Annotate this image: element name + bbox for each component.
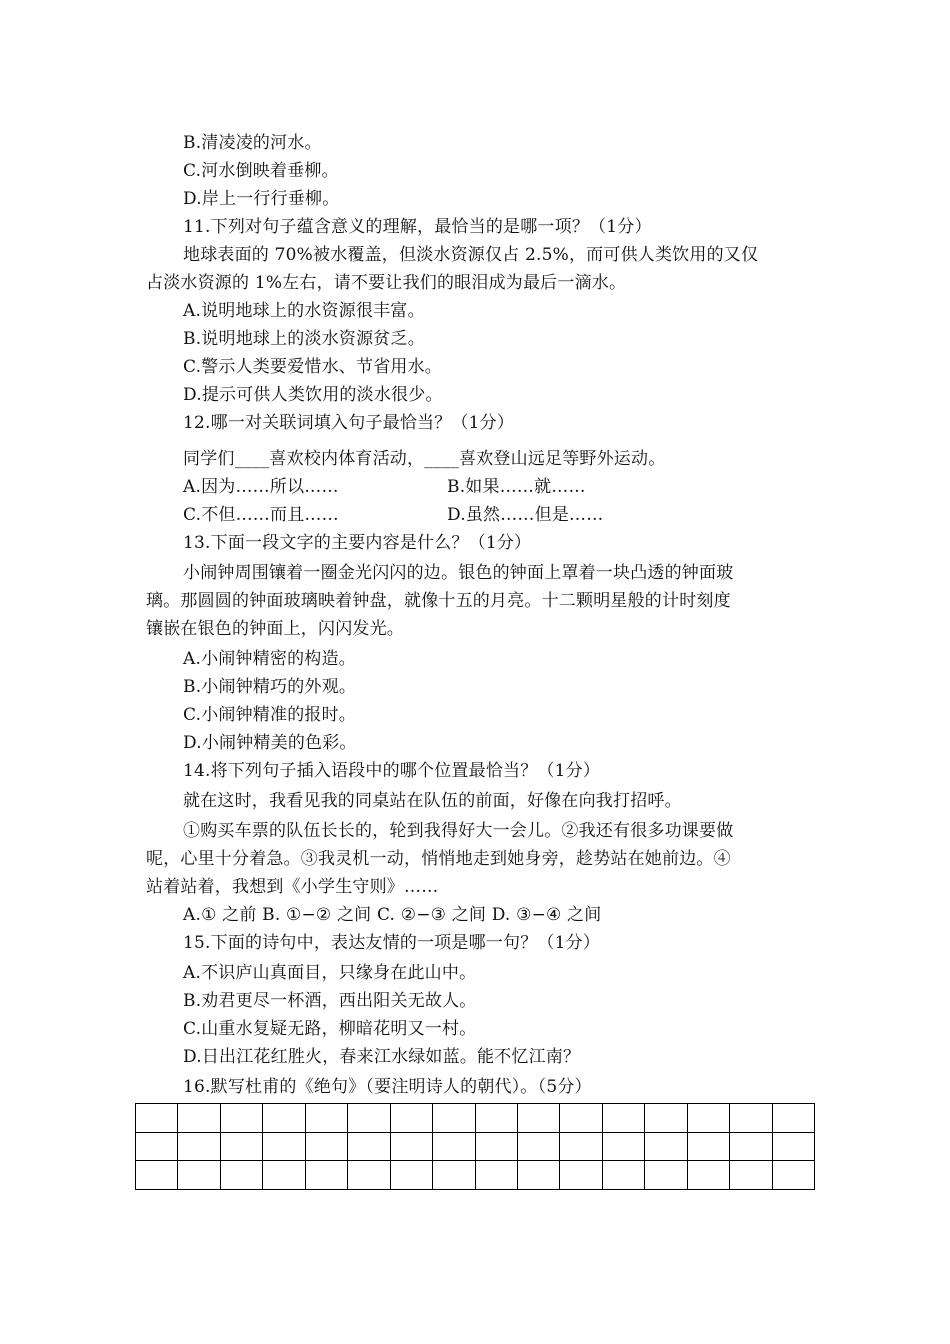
grid-cell[interactable] xyxy=(305,1132,347,1161)
text-line: 15.下面的诗句中，表达友情的一项是哪一句？（1分） xyxy=(183,933,601,953)
grid-cell[interactable] xyxy=(390,1132,432,1161)
text-line: ①购买车票的队伍长长的，轮到我得好大一会儿。②我还有很多功课要做 xyxy=(183,821,734,841)
text-line: C.小闹钟精准的报时。 xyxy=(183,705,357,725)
grid-cell[interactable] xyxy=(772,1161,814,1190)
grid-cell[interactable] xyxy=(687,1161,729,1190)
grid-cell[interactable] xyxy=(645,1132,687,1161)
text-line: D.提示可供人类饮用的淡水很少。 xyxy=(183,385,443,405)
grid-cell[interactable] xyxy=(645,1104,687,1133)
text-line: D.小闹钟精美的色彩。 xyxy=(183,733,357,753)
text-line: 14.将下列句子插入语段中的哪个位置最恰当？（1分） xyxy=(183,761,601,781)
grid-cell[interactable] xyxy=(433,1132,475,1161)
text-line: B.劝君更尽一杯酒，西出阳关无故人。 xyxy=(183,991,477,1011)
text-line: 就在这时，我看见我的同桌站在队伍的前面，好像在向我打招呼。 xyxy=(183,791,682,811)
grid-cell[interactable] xyxy=(136,1104,178,1133)
grid-cell[interactable] xyxy=(602,1104,644,1133)
text-line: 璃。那圆圆的钟面玻璃映着钟盘，就像十五的月亮。十二颗明星般的计时刻度 xyxy=(146,591,731,611)
text-line: 同学们____喜欢校内体育活动，____喜欢登山远足等野外运动。 xyxy=(183,449,666,469)
grid-cell[interactable] xyxy=(348,1104,390,1133)
grid-cell[interactable] xyxy=(645,1161,687,1190)
grid-row xyxy=(136,1132,815,1161)
text-line: 小闹钟周围镶着一圈金光闪闪的边。银色的钟面上罩着一块凸透的钟面玻 xyxy=(183,563,734,583)
text-line: 11.下列对句子蕴含意义的理解，最恰当的是哪一项？（1分） xyxy=(183,217,652,237)
text-line: B.小闹钟精巧的外观。 xyxy=(183,677,357,697)
text-line: A.① 之前 B. ①−② 之间 C. ②−③ 之间 D. ③−④ 之间 xyxy=(183,905,602,925)
text-line: A.说明地球上的水资源很丰富。 xyxy=(183,301,425,321)
grid-cell[interactable] xyxy=(136,1161,178,1190)
text-line: C.河水倒映着垂柳。 xyxy=(183,161,339,181)
grid-cell[interactable] xyxy=(730,1132,772,1161)
grid-cell[interactable] xyxy=(178,1161,220,1190)
grid-cell[interactable] xyxy=(348,1132,390,1161)
grid-cell[interactable] xyxy=(687,1104,729,1133)
grid-cell[interactable] xyxy=(263,1104,305,1133)
grid-cell[interactable] xyxy=(305,1104,347,1133)
text-line: B.清凌凌的河水。 xyxy=(183,133,322,153)
grid-cell[interactable] xyxy=(475,1104,517,1133)
grid-cell[interactable] xyxy=(517,1104,559,1133)
grid-cell[interactable] xyxy=(305,1161,347,1190)
grid-cell[interactable] xyxy=(433,1161,475,1190)
grid-cell[interactable] xyxy=(220,1132,262,1161)
grid-cell[interactable] xyxy=(730,1161,772,1190)
text-line: 地球表面的 70%被水覆盖，但淡水资源仅占 2.5%，而可供人类饮用的又仅 xyxy=(183,245,759,265)
grid-cell[interactable] xyxy=(560,1104,602,1133)
grid-cell[interactable] xyxy=(475,1161,517,1190)
grid-cell[interactable] xyxy=(390,1104,432,1133)
text-line: A.因为……所以…… xyxy=(183,477,339,497)
text-line: B.说明地球上的淡水资源贫乏。 xyxy=(183,329,425,349)
grid-cell[interactable] xyxy=(348,1161,390,1190)
grid-cell[interactable] xyxy=(263,1132,305,1161)
text-line: 12.哪一对关联词填入句子最恰当？（1分） xyxy=(183,413,515,433)
grid-cell[interactable] xyxy=(602,1161,644,1190)
grid-cell[interactable] xyxy=(220,1161,262,1190)
text-line: C.山重水复疑无路，柳暗花明又一村。 xyxy=(183,1019,477,1039)
grid-cell[interactable] xyxy=(730,1104,772,1133)
grid-cell[interactable] xyxy=(772,1104,814,1133)
grid-cell[interactable] xyxy=(560,1161,602,1190)
grid-cell[interactable] xyxy=(517,1132,559,1161)
grid-cell[interactable] xyxy=(602,1132,644,1161)
text-line: D.日出江花红胜火，春来江水绿如蓝。能不忆江南？ xyxy=(183,1047,581,1067)
text-line: 呢，心里十分着急。③我灵机一动，悄悄地走到她身旁，趁势站在她前边。④ xyxy=(146,849,731,869)
grid-cell[interactable] xyxy=(433,1104,475,1133)
text-line: D.虽然……但是…… xyxy=(447,505,604,525)
grid-row xyxy=(136,1104,815,1133)
grid-cell[interactable] xyxy=(772,1132,814,1161)
text-line: C.警示人类要爱惜水、节省用水。 xyxy=(183,357,443,377)
text-line: C.不但……而且…… xyxy=(183,505,339,525)
text-line: 16.默写杜甫的《绝句》（要注明诗人的朝代）。（5分） xyxy=(183,1077,592,1097)
grid-cell[interactable] xyxy=(136,1132,178,1161)
text-line: A.小闹钟精密的构造。 xyxy=(183,649,356,669)
grid-cell[interactable] xyxy=(517,1161,559,1190)
text-line: 站着站着，我想到《小学生守则》…… xyxy=(146,877,439,897)
text-line: 镶嵌在银色的钟面上，闪闪发光。 xyxy=(146,619,404,639)
text-line: 13.下面一段文字的主要内容是什么？（1分） xyxy=(183,533,532,553)
answer-writing-grid xyxy=(135,1103,815,1190)
grid-row xyxy=(136,1161,815,1190)
text-line: 占淡水资源的 1%左右，请不要让我们的眼泪成为最后一滴水。 xyxy=(146,273,627,293)
text-line: A.不识庐山真面目，只缘身在此山中。 xyxy=(183,963,477,983)
text-line: D.岸上一行行垂柳。 xyxy=(183,189,340,209)
text-line: B.如果……就…… xyxy=(447,477,586,497)
grid-cell[interactable] xyxy=(560,1132,602,1161)
grid-cell[interactable] xyxy=(220,1104,262,1133)
grid-cell[interactable] xyxy=(390,1161,432,1190)
grid-cell[interactable] xyxy=(687,1132,729,1161)
grid-cell[interactable] xyxy=(475,1132,517,1161)
grid-cell[interactable] xyxy=(263,1161,305,1190)
grid-cell[interactable] xyxy=(178,1104,220,1133)
grid-cell[interactable] xyxy=(178,1132,220,1161)
